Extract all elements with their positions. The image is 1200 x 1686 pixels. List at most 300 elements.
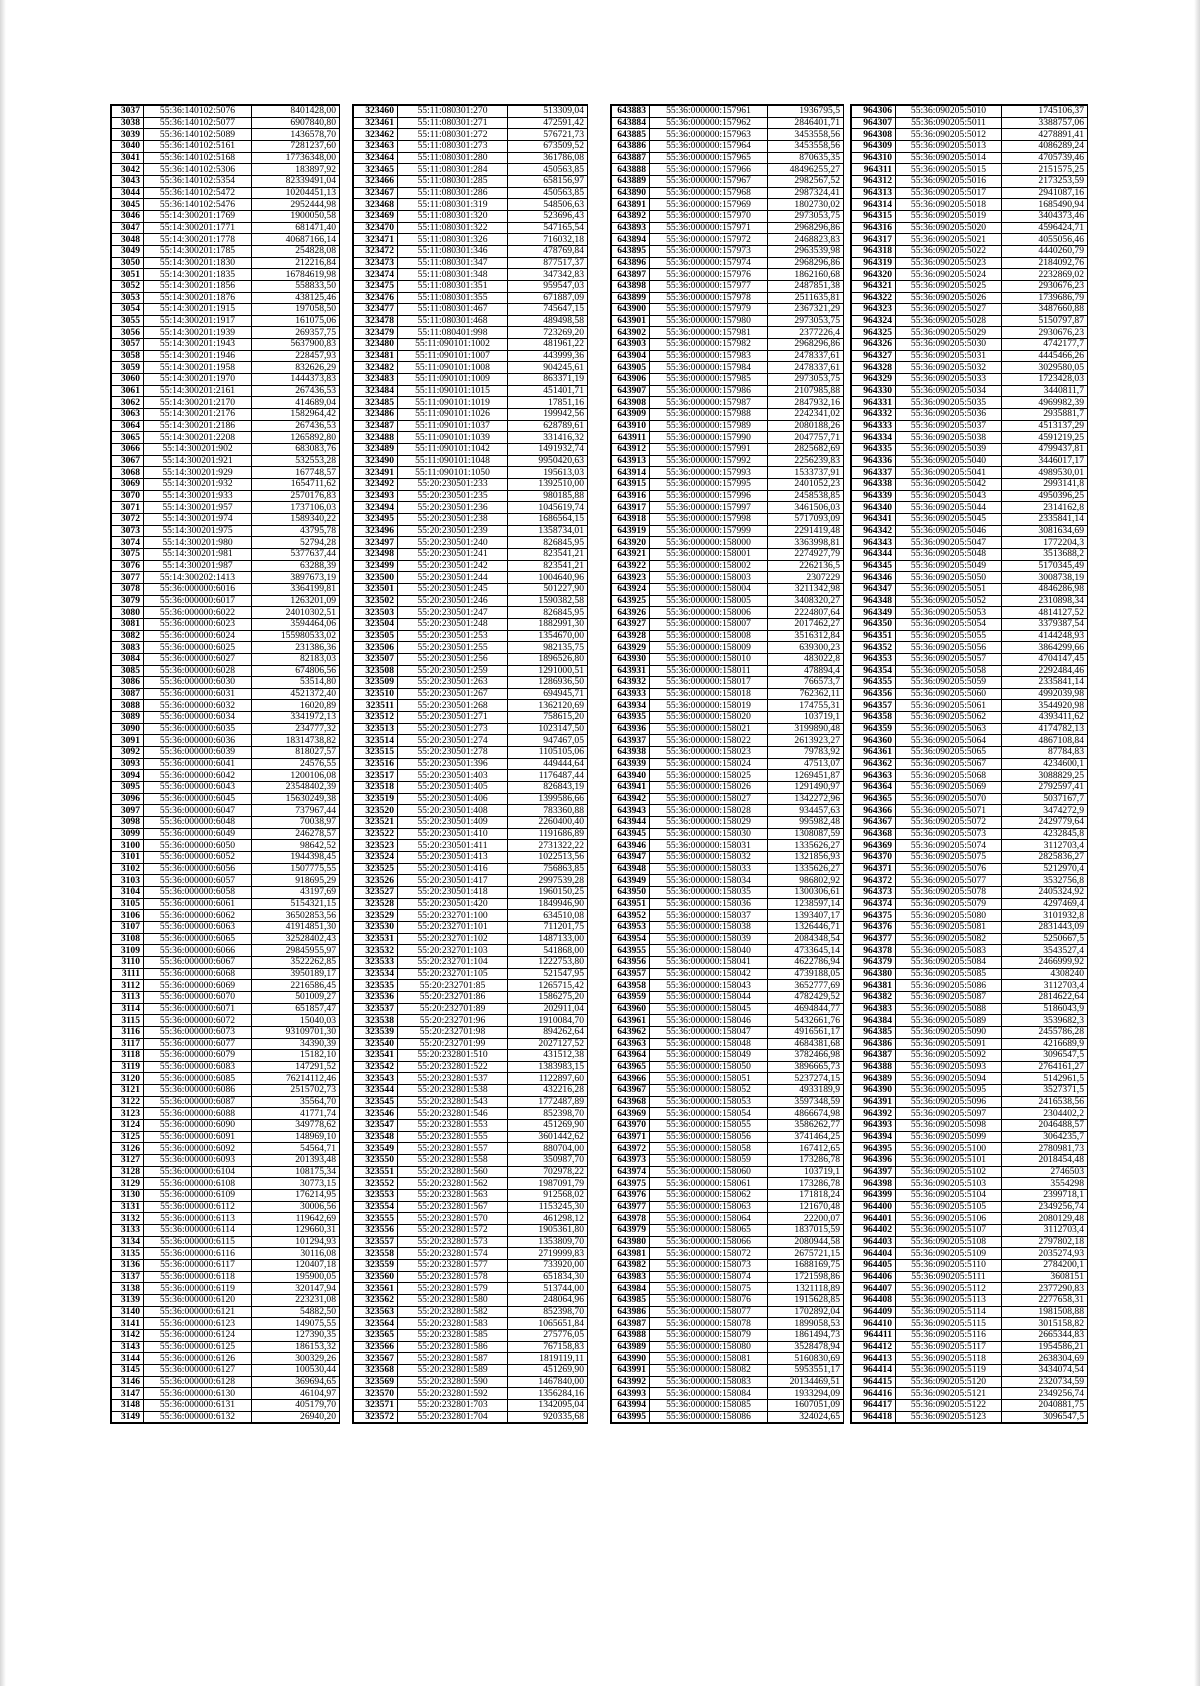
cadastral-value: 1326446,71	[768, 921, 844, 933]
cadastral-value: 24010302,51	[252, 607, 340, 619]
row-number: 323528	[354, 898, 398, 910]
cadastral-value: 3112703,4	[1002, 980, 1088, 992]
table-row	[852, 467, 1088, 479]
table-row	[612, 1271, 844, 1283]
cadastral-number: 55:36:000000:6070	[144, 991, 252, 1003]
cadastral-value: 737967,44	[252, 805, 340, 817]
table-row	[112, 490, 340, 502]
cadastral-number: 55:36:000000:158074	[650, 1271, 768, 1283]
table-row	[612, 1166, 844, 1178]
cadastral-value: 2017462,27	[768, 618, 844, 630]
cadastral-value: 30116,08	[252, 1248, 340, 1260]
table-row	[354, 304, 588, 316]
table-row	[354, 642, 588, 654]
row-number: 323473	[354, 257, 398, 269]
row-number: 643909	[612, 409, 650, 421]
cadastral-value: 639300,23	[768, 642, 844, 654]
table-row	[354, 1271, 588, 1283]
table-row	[612, 560, 844, 572]
table-row	[852, 1225, 1088, 1237]
cadastral-number: 55:36:090205:5071	[896, 805, 1002, 817]
cadastral-value: 2107985,88	[768, 385, 844, 397]
cadastral-number: 55:36:000000:6036	[144, 735, 252, 747]
row-number: 323486	[354, 409, 398, 421]
cadastral-number: 55:11:080301:346	[398, 245, 508, 257]
cadastral-value: 2080129,48	[1002, 1213, 1088, 1225]
row-number: 643975	[612, 1178, 650, 1190]
cadastral-value: 1393407,17	[768, 910, 844, 922]
cadastral-value: 1353809,70	[508, 1236, 588, 1248]
row-number: 323503	[354, 607, 398, 619]
cadastral-number: 55:36:000000:6116	[144, 1248, 252, 1260]
table-row	[612, 828, 844, 840]
cadastral-number: 55:14:300201:932	[144, 479, 252, 491]
cadastral-number: 55:36:000000:6042	[144, 770, 252, 782]
row-number: 643934	[612, 700, 650, 712]
row-number: 3126	[112, 1143, 144, 1155]
row-number: 964331	[852, 397, 896, 409]
table-row	[354, 117, 588, 129]
table-row	[112, 1271, 340, 1283]
row-number: 323536	[354, 991, 398, 1003]
row-number: 3098	[112, 817, 144, 829]
cadastral-number: 55:20:230501:248	[398, 618, 508, 630]
table-row	[852, 1306, 1088, 1318]
row-number: 3142	[112, 1329, 144, 1341]
cadastral-number: 55:36:000000:6028	[144, 665, 252, 677]
table-row	[112, 280, 340, 292]
row-number: 323558	[354, 1248, 398, 1260]
table-row	[112, 572, 340, 584]
cadastral-number: 55:36:000000:158042	[650, 968, 768, 980]
table-row	[852, 758, 1088, 770]
cadastral-value: 2638304,69	[1002, 1353, 1088, 1365]
cadastral-value: 2746503	[1002, 1166, 1088, 1178]
cadastral-value: 904245,61	[508, 362, 588, 374]
row-number: 964310	[852, 152, 896, 164]
row-number: 3055	[112, 315, 144, 327]
table-row	[852, 129, 1088, 141]
cadastral-value: 3363998,81	[768, 537, 844, 549]
cadastral-number: 55:36:090205:5070	[896, 793, 1002, 805]
cadastral-number: 55:36:000000:158072	[650, 1248, 768, 1260]
row-number: 964417	[852, 1399, 896, 1411]
cadastral-number: 55:36:090205:5107	[896, 1225, 1002, 1237]
row-number: 643959	[612, 991, 650, 1003]
table-row	[354, 630, 588, 642]
table-row	[112, 875, 340, 887]
table-row	[112, 350, 340, 362]
cadastral-value: 2831443,09	[1002, 921, 1088, 933]
table-row	[354, 269, 588, 281]
table-row	[354, 374, 588, 386]
row-number: 643908	[612, 397, 650, 409]
table-row	[612, 1015, 844, 1027]
table-row	[112, 315, 340, 327]
cadastral-number: 55:36:090205:5075	[896, 852, 1002, 864]
cadastral-value: 523696,43	[508, 210, 588, 222]
row-number: 3072	[112, 513, 144, 525]
cadastral-value: 24576,55	[252, 758, 340, 770]
table-row	[112, 956, 340, 968]
cadastral-value: 2242341,02	[768, 409, 844, 421]
row-number: 323563	[354, 1306, 398, 1318]
row-number: 3053	[112, 292, 144, 304]
row-number: 323569	[354, 1376, 398, 1388]
table-row	[852, 1108, 1088, 1120]
table-row	[112, 1155, 340, 1167]
cadastral-value: 4684381,68	[768, 1038, 844, 1050]
cadastral-number: 55:36:090205:5116	[896, 1329, 1002, 1341]
scan-edge-left	[0, 0, 6, 1686]
cadastral-number: 55:20:232801:577	[398, 1259, 508, 1271]
table-row	[852, 245, 1088, 257]
row-number: 323474	[354, 269, 398, 281]
cadastral-number: 55:36:090205:5050	[896, 572, 1002, 584]
cadastral-value: 3543527,4	[1002, 945, 1088, 957]
cadastral-number: 55:36:000000:157983	[650, 350, 768, 362]
row-number: 323487	[354, 420, 398, 432]
table-row	[112, 1213, 340, 1225]
table-row	[612, 747, 844, 759]
row-number: 323543	[354, 1073, 398, 1085]
cadastral-value: 674806,56	[252, 665, 340, 677]
cadastral-value: 745647,15	[508, 304, 588, 316]
cadastral-value: 681471,40	[252, 222, 340, 234]
row-number: 643939	[612, 758, 650, 770]
cadastral-value: 22200,07	[768, 1213, 844, 1225]
table-row	[354, 152, 588, 164]
table-row	[612, 106, 844, 118]
table-row	[612, 222, 844, 234]
table-row	[112, 1085, 340, 1097]
cadastral-value: 120407,18	[252, 1259, 340, 1271]
row-number: 964395	[852, 1143, 896, 1155]
cadastral-number: 55:20:232801:567	[398, 1201, 508, 1213]
table-row	[612, 1096, 844, 1108]
row-number: 964373	[852, 886, 896, 898]
row-number: 964406	[852, 1271, 896, 1283]
table-row	[612, 910, 844, 922]
row-number: 323571	[354, 1399, 398, 1411]
table-row	[354, 432, 588, 444]
cadastral-value: 3440811,7	[1002, 385, 1088, 397]
table-row	[852, 968, 1088, 980]
row-number: 323565	[354, 1329, 398, 1341]
cadastral-value: 2401052,23	[768, 479, 844, 491]
cadastral-number: 55:36:000000:157993	[650, 467, 768, 479]
cadastral-number: 55:36:000000:158059	[650, 1155, 768, 1167]
cadastral-value: 108175,34	[252, 1166, 340, 1178]
table-row	[612, 840, 844, 852]
cadastral-value: 823541,21	[508, 560, 588, 572]
table-row	[112, 106, 340, 118]
table-row	[354, 653, 588, 665]
table-row	[612, 805, 844, 817]
cadastral-number: 55:20:230501:274	[398, 735, 508, 747]
table-row	[112, 828, 340, 840]
cadastral-value: 2987324,41	[768, 187, 844, 199]
row-number: 643984	[612, 1283, 650, 1295]
table-row	[112, 1026, 340, 1038]
cadastral-number: 55:36:090205:5122	[896, 1399, 1002, 1411]
row-number: 323564	[354, 1318, 398, 1330]
row-number: 964314	[852, 199, 896, 211]
cadastral-number: 55:14:300201:1785	[144, 245, 252, 257]
cadastral-value: 4814127,52	[1002, 607, 1088, 619]
table-row	[354, 747, 588, 759]
cadastral-value: 3453558,56	[768, 140, 844, 152]
cadastral-number: 55:20:232801:562	[398, 1178, 508, 1190]
table-row	[354, 572, 588, 584]
cadastral-number: 55:36:000000:158086	[650, 1411, 768, 1423]
cadastral-value: 513744,00	[508, 1283, 588, 1295]
row-number: 3059	[112, 362, 144, 374]
cadastral-value: 20134469,51	[768, 1376, 844, 1388]
table-row	[354, 1201, 588, 1213]
cadastral-number: 55:20:230501:253	[398, 630, 508, 642]
table-row	[112, 385, 340, 397]
table-row	[112, 677, 340, 689]
cadastral-value: 3453558,56	[768, 129, 844, 141]
table-row	[612, 1329, 844, 1341]
cadastral-value: 1335626,27	[768, 840, 844, 852]
table-row	[112, 583, 340, 595]
row-number: 643963	[612, 1038, 650, 1050]
cadastral-number: 55:11:080301:326	[398, 234, 508, 246]
cadastral-value: 1265892,80	[252, 432, 340, 444]
cadastral-value: 1772487,89	[508, 1096, 588, 1108]
cadastral-number: 55:20:232801:590	[398, 1376, 508, 1388]
cadastral-value: 2968296,86	[768, 339, 844, 351]
table-row	[354, 467, 588, 479]
cadastral-value: 3461506,03	[768, 502, 844, 514]
cadastral-value: 4866674,98	[768, 1108, 844, 1120]
table-row	[354, 863, 588, 875]
table-row	[112, 397, 340, 409]
row-number: 964343	[852, 537, 896, 549]
table-row	[112, 700, 340, 712]
row-number: 964370	[852, 852, 896, 864]
cadastral-number: 55:20:230501:259	[398, 665, 508, 677]
row-number: 323548	[354, 1131, 398, 1143]
cadastral-number: 55:36:000000:157984	[650, 362, 768, 374]
table-row	[112, 1364, 340, 1376]
table-row	[354, 362, 588, 374]
cadastral-value: 1321856,93	[768, 852, 844, 864]
row-number: 643936	[612, 723, 650, 735]
cadastral-value: 673509,52	[508, 140, 588, 152]
cadastral-number: 55:36:000000:158001	[650, 548, 768, 560]
cadastral-value: 121670,48	[768, 1201, 844, 1213]
table-row	[852, 1318, 1088, 1330]
table-row	[852, 502, 1088, 514]
cadastral-number: 55:36:140102:5476	[144, 199, 252, 211]
table-row	[354, 1376, 588, 1388]
cadastral-number: 55:36:000000:158005	[650, 595, 768, 607]
cadastral-number: 55:36:090205:5073	[896, 828, 1002, 840]
cadastral-number: 55:20:230501:240	[398, 537, 508, 549]
cadastral-number: 55:36:090205:5056	[896, 642, 1002, 654]
table-row	[612, 1003, 844, 1015]
cadastral-value: 173286,78	[768, 1178, 844, 1190]
table-row	[852, 1050, 1088, 1062]
row-number: 964398	[852, 1178, 896, 1190]
row-number: 964360	[852, 735, 896, 747]
table-row	[354, 1236, 588, 1248]
table-row	[852, 374, 1088, 386]
row-number: 323483	[354, 374, 398, 386]
cadastral-number: 55:11:080301:286	[398, 187, 508, 199]
cadastral-value: 4622786,94	[768, 956, 844, 968]
cadastral-number: 55:36:090205:5077	[896, 875, 1002, 887]
row-number: 3083	[112, 642, 144, 654]
cadastral-value: 2173253,59	[1002, 175, 1088, 187]
row-number: 3118	[112, 1050, 144, 1062]
table-row	[852, 210, 1088, 222]
cadastral-value: 483022,8	[768, 653, 844, 665]
cadastral-value: 823541,21	[508, 548, 588, 560]
cadastral-value: 3029580,05	[1002, 362, 1088, 374]
table-row	[852, 770, 1088, 782]
cadastral-number: 55:20:232801:560	[398, 1166, 508, 1178]
cadastral-value: 877517,37	[508, 257, 588, 269]
cadastral-number: 55:36:090205:5065	[896, 747, 1002, 759]
cadastral-value: 4705739,46	[1002, 152, 1088, 164]
cadastral-value: 350987,70	[508, 1155, 588, 1167]
table-row	[112, 1143, 340, 1155]
row-number: 323496	[354, 525, 398, 537]
table-row	[354, 234, 588, 246]
row-number: 643971	[612, 1131, 650, 1143]
table-row	[112, 980, 340, 992]
cadastral-number: 55:36:000000:6035	[144, 723, 252, 735]
cadastral-number: 55:11:080301:270	[398, 106, 508, 118]
cadastral-number: 55:14:300201:1856	[144, 280, 252, 292]
cadastral-value: 2466999,92	[1002, 956, 1088, 968]
cadastral-value: 2814622,64	[1002, 991, 1088, 1003]
cadastral-value: 1861494,73	[768, 1329, 844, 1341]
cadastral-number: 55:20:232701:98	[398, 1026, 508, 1038]
cadastral-value: 2291419,48	[768, 525, 844, 537]
row-number: 643885	[612, 129, 650, 141]
cadastral-value: 2478337,61	[768, 350, 844, 362]
row-number: 643947	[612, 852, 650, 864]
cadastral-number: 55:36:000000:158021	[650, 723, 768, 735]
cadastral-value: 3897673,19	[252, 572, 340, 584]
table-row	[852, 175, 1088, 187]
cadastral-value: 5637900,83	[252, 339, 340, 351]
cadastral-number: 55:36:090205:5043	[896, 490, 1002, 502]
cadastral-number: 55:20:232801:704	[398, 1411, 508, 1423]
row-number: 964401	[852, 1213, 896, 1225]
cadastral-value: 1533737,91	[768, 467, 844, 479]
row-number: 323472	[354, 245, 398, 257]
row-number: 3148	[112, 1399, 144, 1411]
table-row	[852, 432, 1088, 444]
row-number: 323465	[354, 164, 398, 176]
table-row	[852, 921, 1088, 933]
cadastral-value: 3528478,94	[768, 1341, 844, 1353]
cadastral-number: 55:36:000000:157989	[650, 420, 768, 432]
row-number: 643989	[612, 1341, 650, 1353]
row-number: 323460	[354, 106, 398, 118]
cadastral-value: 26940,20	[252, 1411, 340, 1423]
row-number: 964366	[852, 805, 896, 817]
cadastral-value: 3096547,5	[1002, 1050, 1088, 1062]
table-row	[852, 980, 1088, 992]
row-number: 643946	[612, 840, 650, 852]
cadastral-value: 451401,71	[508, 385, 588, 397]
row-number: 323562	[354, 1294, 398, 1306]
row-number: 323488	[354, 432, 398, 444]
cadastral-value: 15040,03	[252, 1015, 340, 1027]
cadastral-number: 55:36:000000:6087	[144, 1096, 252, 1108]
cadastral-value: 2310898,34	[1002, 595, 1088, 607]
cadastral-value: 1905361,80	[508, 1225, 588, 1237]
table-row	[354, 735, 588, 747]
row-number: 323467	[354, 187, 398, 199]
row-number: 323524	[354, 852, 398, 864]
cadastral-number: 55:36:000000:158036	[650, 898, 768, 910]
cadastral-number: 55:36:000000:158055	[650, 1120, 768, 1132]
row-number: 3068	[112, 467, 144, 479]
table-row	[112, 1061, 340, 1073]
cadastral-number: 55:36:000000:6077	[144, 1038, 252, 1050]
table-row	[354, 712, 588, 724]
table-row	[612, 362, 844, 374]
cadastral-value: 3364199,81	[252, 583, 340, 595]
row-number: 643883	[612, 106, 650, 118]
cadastral-number: 55:36:090205:5076	[896, 863, 1002, 875]
cadastral-value: 3112703,4	[1002, 1225, 1088, 1237]
cadastral-number: 55:36:000000:6022	[144, 607, 252, 619]
cadastral-value: 4232845,8	[1002, 828, 1088, 840]
cadastral-number: 55:36:140102:5472	[144, 187, 252, 199]
row-number: 964326	[852, 339, 896, 351]
table-row	[112, 735, 340, 747]
row-number: 323502	[354, 595, 398, 607]
cadastral-number: 55:36:000000:158056	[650, 1131, 768, 1143]
cadastral-number: 55:36:090205:5096	[896, 1096, 1002, 1108]
cadastral-value: 2027127,52	[508, 1038, 588, 1050]
cadastral-number: 55:36:000000:6052	[144, 852, 252, 864]
cadastral-number: 55:36:000000:157979	[650, 304, 768, 316]
table-row	[112, 1259, 340, 1271]
row-number: 964387	[852, 1050, 896, 1062]
cadastral-number: 55:20:230501:411	[398, 840, 508, 852]
cadastral-number: 55:36:090205:5058	[896, 665, 1002, 677]
row-number: 643929	[612, 642, 650, 654]
table-row	[612, 339, 844, 351]
cadastral-number: 55:36:090205:5093	[896, 1061, 1002, 1073]
cadastral-value: 4521372,40	[252, 688, 340, 700]
table-row	[112, 140, 340, 152]
row-number: 964382	[852, 991, 896, 1003]
row-number: 323491	[354, 467, 398, 479]
row-number: 323510	[354, 688, 398, 700]
table-row	[612, 700, 844, 712]
cadastral-number: 55:20:230501:245	[398, 583, 508, 595]
cadastral-number: 55:36:090205:5102	[896, 1166, 1002, 1178]
row-number: 643972	[612, 1143, 650, 1155]
table-row	[612, 677, 844, 689]
cadastral-number: 55:36:000000:158027	[650, 793, 768, 805]
cadastral-number: 55:11:080301:320	[398, 210, 508, 222]
cadastral-number: 55:20:230501:267	[398, 688, 508, 700]
cadastral-value: 1222753,80	[508, 956, 588, 968]
cadastral-number: 55:36:000000:158054	[650, 1108, 768, 1120]
